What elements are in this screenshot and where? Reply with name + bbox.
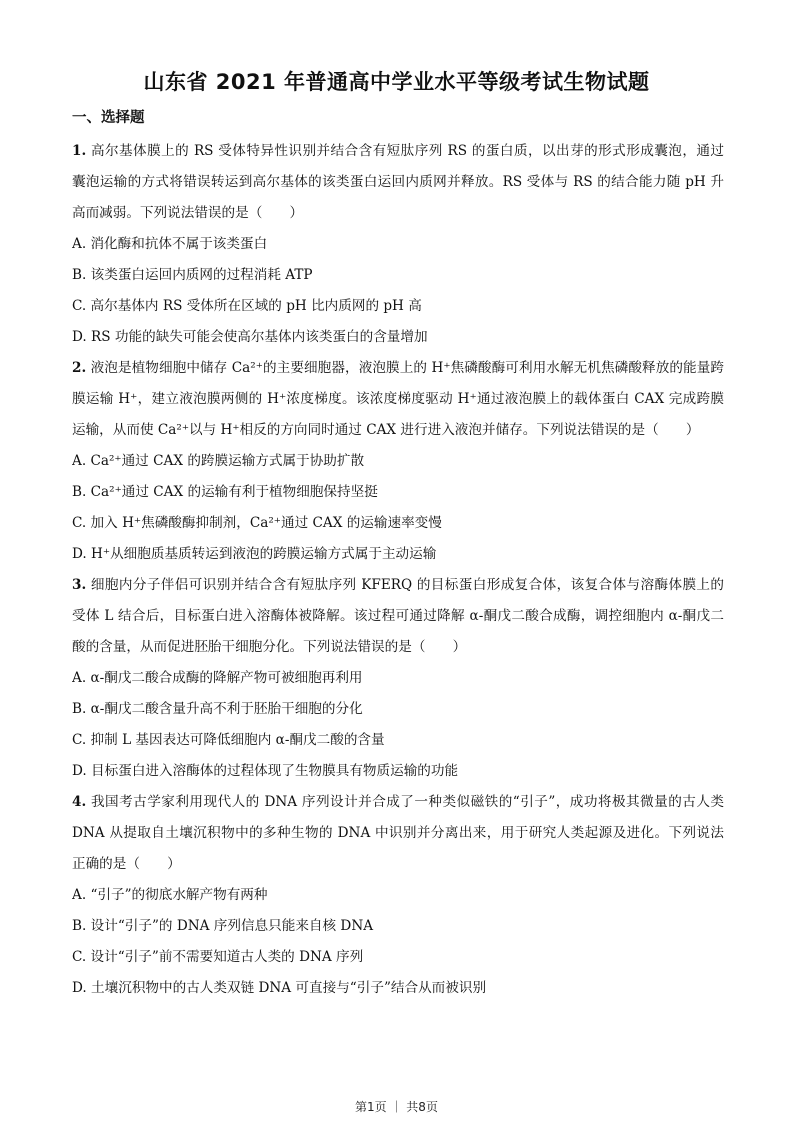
option-d: D. 土壤沉积物中的古人类双链 DNA 可直接与“引子”结合从而被识别 (72, 980, 487, 996)
option-a: A. α-酮戊二酸合成酶的降解产物可被细胞再利用 (72, 670, 363, 686)
option-d: D. RS 功能的缺失可能会使高尔基体内该类蛋白的含量增加 (72, 329, 428, 345)
option-b: B. Ca²⁺通过 CAX 的运输有利于植物细胞保持坚挺 (72, 484, 378, 500)
page-footer: 第1页 ｜ 共8页 (355, 1100, 438, 1114)
option-d: D. 目标蛋白进入溶酶体的过程体现了生物膜具有物质运输的功能 (72, 763, 459, 779)
option-a: A. “引子”的彻底水解产物有两种 (72, 887, 268, 903)
option-c: C. 加入 H⁺焦磷酸酶抑制剂，Ca²⁺通过 CAX 的运输速率变慢 (72, 515, 442, 531)
question-number: 4. (72, 794, 87, 810)
question-4 (72, 787, 724, 1004)
option-b: B. 该类蛋白运回内质网的过程消耗 ATP (72, 267, 313, 283)
option-b: B. 设计“引子”的 DNA 序列信息只能来自核 DNA (72, 918, 374, 934)
option-c: C. 抑制 L 基因表达可降低细胞内 α-酮戊二酸的含量 (72, 732, 385, 748)
option-b: B. α-酮戊二酸含量升高不利于胚胎干细胞的分化 (72, 701, 363, 717)
question-line: 高而减弱。下列说法错误的是（ ） (72, 205, 304, 221)
question-line (72, 353, 724, 384)
question-line (72, 136, 724, 167)
question-text: 液泡是植物细胞中储存 Ca²⁺的主要细胞器，液泡膜上的 H⁺焦磷酸酶可利用水解无机焦磷酸释放的能量跨 (86, 360, 724, 376)
question-line: 受体 L 结合后，目标蛋白进入溶酶体被降解。该过程可通过降解 α-酮戊二酸合成酶，调控细胞内 α-酮戊二 (72, 608, 724, 624)
question-3 (72, 570, 724, 787)
question-line: 正确的是（ ） (72, 856, 181, 872)
option-d: D. H⁺从细胞质基质转运到液泡的跨膜运输方式属于主动运输 (72, 546, 437, 562)
question-line: DNA 从提取自土壤沉积物中的多种生物的 DNA 中识别并分离出来，用于研究人类起源及进化。下列说法 (72, 825, 724, 841)
question-line: 酸的含量，从而促进胚胎干细胞分化。下列说法错误的是（ ） (72, 639, 467, 655)
option-c: C. 设计“引子”前不需要知道古人类的 DNA 序列 (72, 949, 364, 965)
question-number: 1. (72, 143, 87, 159)
option-c: C. 高尔基体内 RS 受体所在区域的 pH 比内质网的 pH 高 (72, 298, 422, 314)
question-text: 我国考古学家利用现代人的 DNA 序列设计并合成了一种类似磁铁的“引子”，成功将极其微量的古人类 (86, 794, 724, 810)
question-number: 3. (72, 577, 87, 593)
question-1 (72, 136, 724, 353)
question-text: 高尔基体膜上的 RS 受体特异性识别并结合含有短肽序列 RS 的蛋白质，以出芽的形式形成囊泡，通过 (86, 143, 724, 159)
question-line: 运输，从而使 Ca²⁺以与 H⁺相反的方向同时通过 CAX 进行进入液泡并储存。下列说法错误的是（ ） (72, 422, 700, 438)
questions-list (72, 136, 724, 1004)
page-title: 山东省 2021 年普通高中学业水平等级考试生物试题 (143, 70, 650, 94)
question-text: 细胞内分子伴侣可识别并结合含有短肽序列 KFERQ 的目标蛋白形成复合体，该复合体与溶酶体膜上的 (86, 577, 724, 593)
question-line (72, 570, 724, 601)
question-number: 2. (72, 360, 87, 376)
question-line (72, 787, 724, 818)
option-a: A. 消化酶和抗体不属于该类蛋白 (72, 236, 268, 252)
question-2 (72, 353, 724, 570)
section-heading: 一、选择题 (72, 110, 145, 126)
question-line: 膜运输 H⁺，建立液泡膜两侧的 H⁺浓度梯度。该浓度梯度驱动 H⁺通过液泡膜上的载体蛋白 CAX 完成跨膜 (72, 391, 724, 407)
question-line: 囊泡运输的方式将错误转运到高尔基体的该类蛋白运回内质网并释放。RS 受体与 RS 的结合能力随 pH 升 (72, 174, 724, 190)
option-a: A. Ca²⁺通过 CAX 的跨膜运输方式属于协助扩散 (72, 453, 365, 469)
